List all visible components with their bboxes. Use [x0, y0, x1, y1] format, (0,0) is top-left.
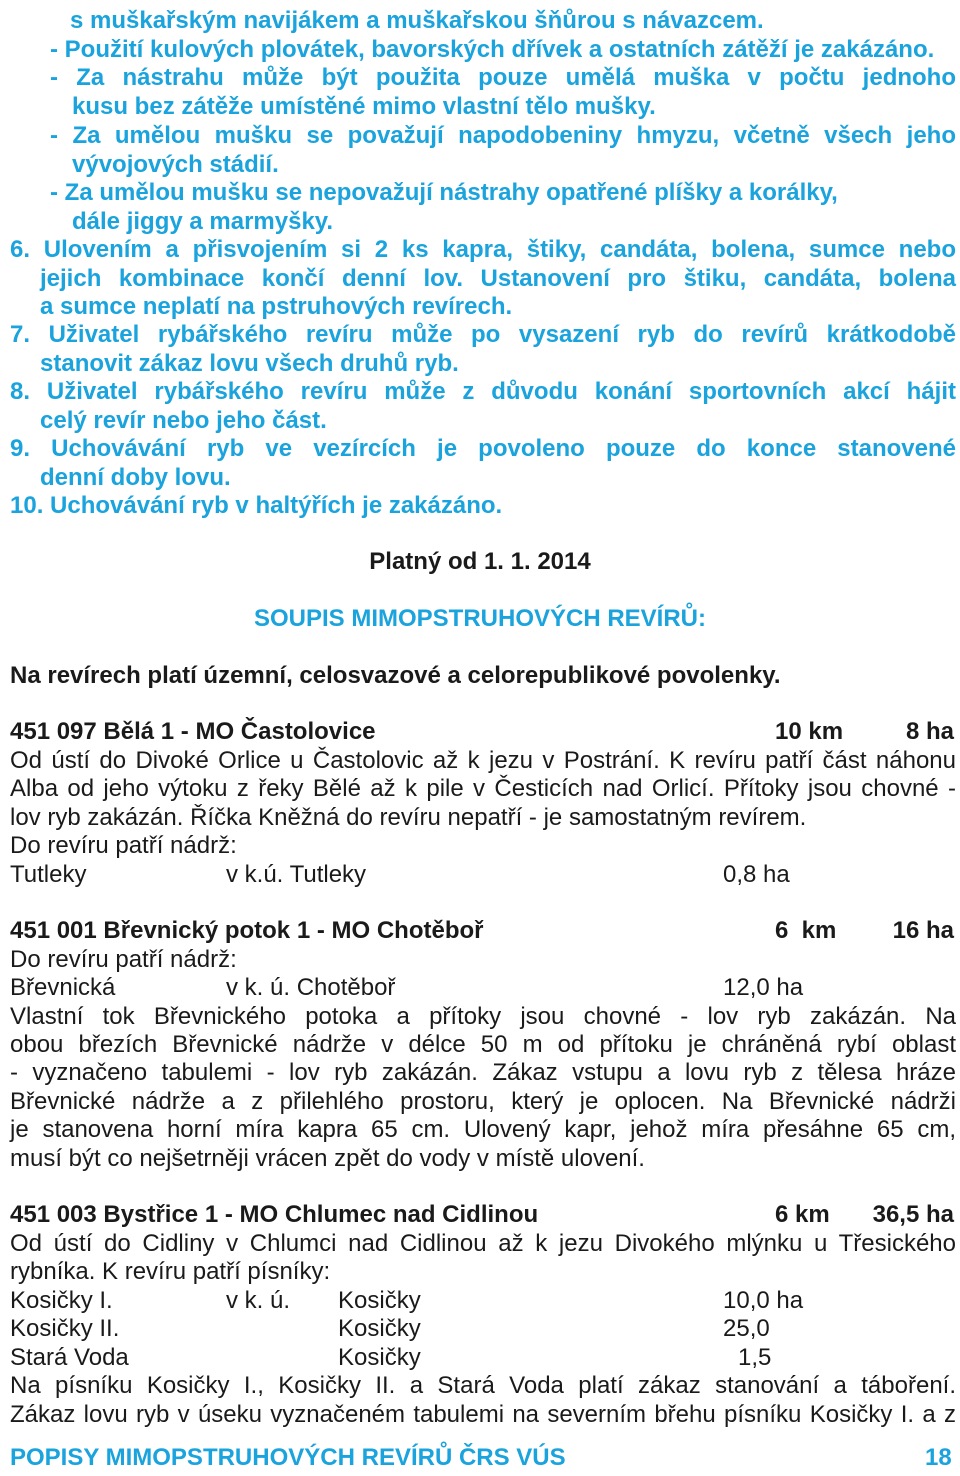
- revir-description: Břevnické nádrže a z přilehlého prostoru, který je oplocen. Na Břevnické nádrži: [10, 1088, 956, 1115]
- rule-bullet-cont: vývojových stádií.: [72, 151, 279, 178]
- revir-length: 10 km: [775, 718, 844, 745]
- revir-length: 6 km: [775, 1201, 830, 1228]
- rule-bullet: - Použití kulových plovátek, bavorských dřívek a ostatních zátěží je zakázáno.: [50, 36, 935, 63]
- valid-from: Platný od 1. 1. 2014: [369, 548, 591, 575]
- pisnik-area: 1,5: [738, 1344, 772, 1371]
- rule-6: 6. Ulovením a přisvojením si 2 ks kapra, štiky, candáta, bolena, sumce nebo: [10, 236, 956, 263]
- intro-text: Na revírech platí územní, celosvazové a celorepublikové povolenky.: [10, 662, 781, 689]
- rule-bullet: - Za umělou mušku se považují napodobeniny hmyzu, včetně všech jeho: [50, 122, 956, 149]
- pisnik-cadastre-prefix: v k. ú.: [226, 1287, 291, 1314]
- nadrz-name: Břevnická: [10, 974, 116, 1001]
- revir-title: 451 003 Bystřice 1 - MO Chlumec nad Cidlinou: [10, 1201, 539, 1228]
- pisnik-area: 10,0 ha: [723, 1287, 804, 1314]
- revir-description: - vyznačeno tabulemi - lov ryb zakázán. Zákaz vstupu a lovu ryb z tělesa hráze: [10, 1059, 956, 1086]
- revir-description: obou březích Břevnické nádrže v délce 50 m od přítoku je chráněná rybí oblast: [10, 1031, 956, 1058]
- pisnik-cadastre: Kosičky: [338, 1287, 421, 1314]
- revir-description: Od ústí do Cidliny v Chlumci nad Cidlinou až k jezu Divokého mlýnku u Třesického: [10, 1230, 956, 1257]
- rule-7: 7. Uživatel rybářského revíru může po vysazení ryb do revírů krátkodobě: [10, 321, 956, 348]
- rule-bullet-cont: kusu bez zátěže umístěné mimo vlastní tělo mušky.: [72, 93, 656, 120]
- rule-10: 10. Uchovávání ryb v haltýřích je zakázáno.: [10, 492, 503, 519]
- rule-9: 9. Uchovávání ryb ve vezírcích je povoleno pouze do konce stanovené: [10, 435, 956, 462]
- rule-6-cont: jejich kombinace končí denní lov. Ustanovení pro štiku, candáta, bolena: [40, 265, 956, 292]
- revir-area: 8 ha: [905, 718, 954, 745]
- rule-line: s muškařským navijákem a muškařskou šňůrou s návazcem.: [70, 7, 764, 34]
- revir-area: 36,5 ha: [872, 1201, 954, 1228]
- revir-description: Vlastní tok Břevnického potoka a přítoky jsou chovné - lov ryb zakázán. Na: [10, 1003, 956, 1030]
- rule-6-cont: a sumce neplatí na pstruhových revírech.: [40, 293, 513, 320]
- revir-title: 451 001 Břevnický potok 1 - MO Chotěboř: [10, 917, 484, 944]
- revir-description: Od ústí do Divoké Orlice u Častolovic až k jezu v Postrání. K revíru patří část náhonu: [10, 747, 956, 774]
- rule-8: 8. Uživatel rybářského revíru může z důvodu konání sportovních akcí hájit: [10, 378, 956, 405]
- pisnik-cadastre: Kosičky: [338, 1344, 421, 1371]
- footer-title: POPISY MIMOPSTRUHOVÝCH REVÍRŮ ČRS VÚS: [10, 1444, 566, 1471]
- pisnik-name: Kosičky II.: [10, 1315, 120, 1342]
- revir-length: 6 km: [775, 917, 837, 944]
- nadrz-label: Do revíru patří nádrž:: [10, 832, 237, 859]
- revir-area: 16 ha: [892, 917, 954, 944]
- revir-description: lov ryb zakázán. Říčka Kněžná do revíru nepatří - je samostatným revírem.: [10, 804, 807, 831]
- page-number: 18: [925, 1444, 952, 1471]
- nadrz-area: 0,8 ha: [723, 861, 790, 888]
- revir-description: Alba od jeho výtoku z řeky Bělé až k pile v Česticích nad Orlicí. Přítoky jsou chovné -: [10, 775, 956, 802]
- revir-description: je stanovena horní míra kapra 65 cm. Ulovený kapr, jehož míra přesáhne 65 cm,: [10, 1116, 956, 1143]
- section-title: SOUPIS MIMOPSTRUHOVÝCH REVÍRŮ:: [253, 605, 707, 632]
- nadrz-cadastre: v k. ú. Chotěboř: [226, 974, 396, 1001]
- pisnik-name: Stará Voda: [10, 1344, 129, 1371]
- rule-bullet: - Za nástrahu může být použita pouze umělá muška v počtu jednoho: [50, 64, 956, 91]
- revir-title: 451 097 Bělá 1 - MO Častolovice: [10, 718, 376, 745]
- rule-8-cont: celý revír nebo jeho část.: [40, 407, 327, 434]
- revir-description: rybníka. K revíru patří písníky:: [10, 1258, 331, 1285]
- nadrz-label: Do revíru patří nádrž:: [10, 946, 237, 973]
- rule-9-cont: denní doby lovu.: [40, 464, 231, 491]
- revir-description: Na písníku Kosičky I., Kosičky II. a Stará Voda platí zákaz stanování a táboření.: [10, 1372, 956, 1399]
- nadrz-area: 12,0 ha: [723, 974, 804, 1001]
- pisnik-name: Kosičky I.: [10, 1287, 113, 1314]
- revir-description: musí být co nejšetrněji vrácen zpět do vody v místě ulovení.: [10, 1145, 645, 1172]
- pisnik-area: 25,0: [723, 1315, 770, 1342]
- pisnik-cadastre: Kosičky: [338, 1315, 421, 1342]
- nadrz-name: Tutleky: [10, 861, 87, 888]
- nadrz-cadastre: v k.ú. Tutleky: [226, 861, 367, 888]
- rule-bullet-cont: dále jiggy a marmyšky.: [72, 208, 334, 235]
- revir-description: Zákaz lovu ryb v úseku vyznačeném tabulemi na severním břehu písníku Kosičky I. a z: [10, 1401, 956, 1428]
- rule-bullet: - Za umělou mušku se nepovažují nástrahy opatřené plíšky a korálky,: [50, 179, 838, 206]
- rule-7-cont: stanovit zákaz lovu všech druhů ryb.: [40, 350, 459, 377]
